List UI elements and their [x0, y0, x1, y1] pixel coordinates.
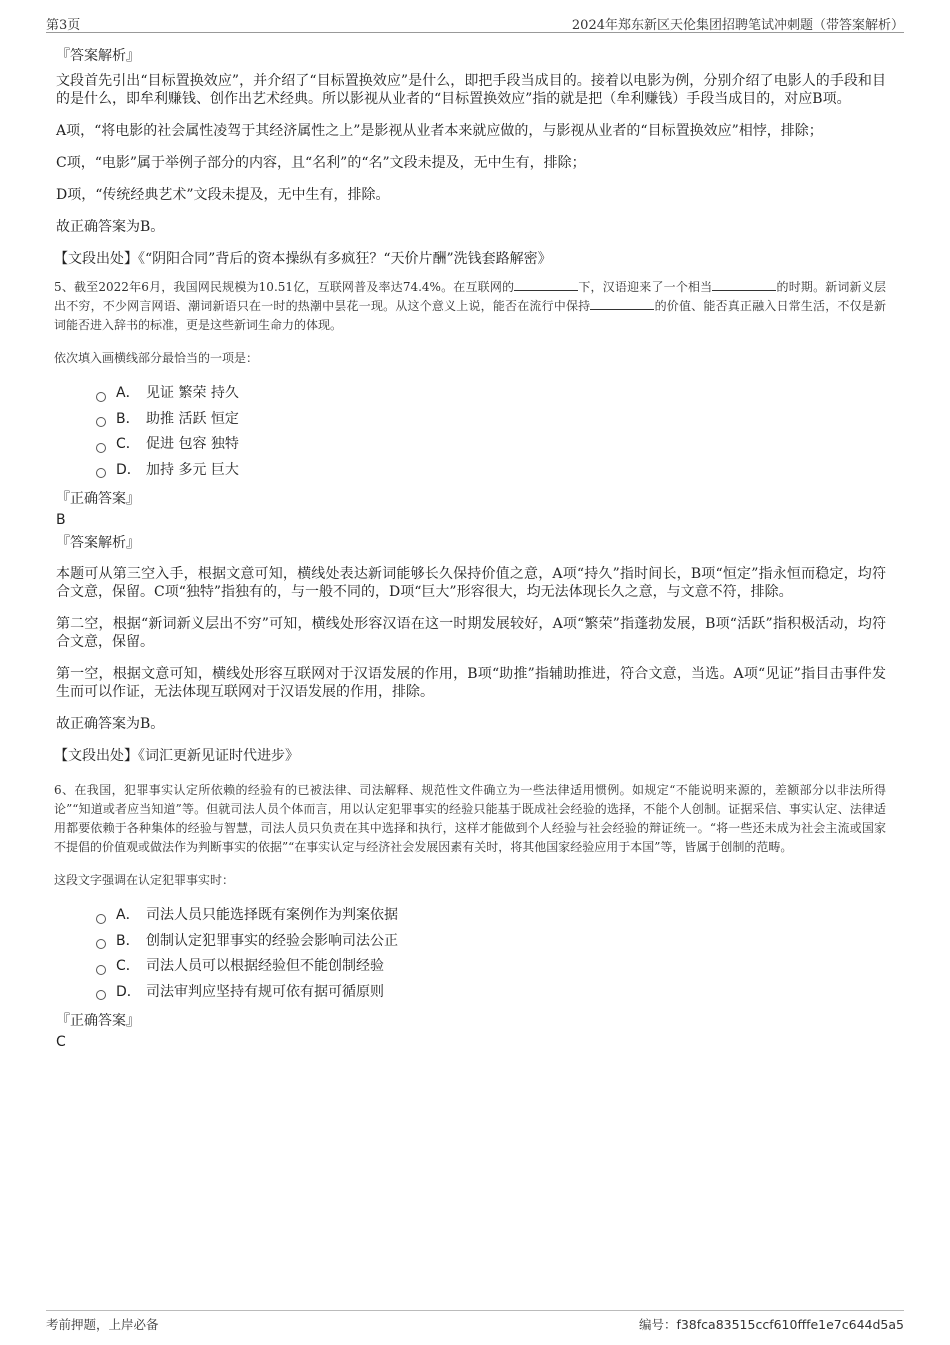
- option-b[interactable]: B． 助推 活跃 恒定: [96, 407, 886, 433]
- analysis-paragraph: 第二空，根据“新词新义层出不穷”可知，横线处形容汉语在这一时期发展较好，A项“繁荣”指蓬勃发展，B项“活跃”指积极活动，均符合文意，保留。: [56, 616, 886, 650]
- analysis-paragraph: C项，“电影”属于举例子部分的内容，且“名利”的“名”文段未提及，无中生有，排除；: [56, 155, 586, 171]
- page-content: [56, 46, 886, 1055]
- fill-blank: [712, 278, 776, 291]
- analysis-paragraph: 本题可从第三空入手，根据文意可知，横线处表达新词能够长久保持价值之意，A项“持久”指时间长，B项“恒定”指永恒而稳定，均符合文意，保留。C项“独特”指独有的，与一般不同的，D项“巨大”形容很大，均无法体现长久之意，与文意不符，排除。: [56, 566, 886, 600]
- question-5-options: [96, 381, 886, 483]
- correct-answer: C: [56, 1034, 66, 1050]
- question-6-stem: 6、在我国，犯罪事实认定所依赖的经验有的已被法律、司法解释、规范性文件确立为一些法律适用惯例。如规定“不能说明来源的，差额部分以非法所得论”“知道或者应当知道”等。但就司法人员个体而言，用以认定犯罪事实的经验只能基于既成社会经验的选择，不能个人创制。证据采信、事实认定、法律适用都要依赖于各种集体的经验与智慧，司法人员只负责在其中选择和执行，这样才能做到个人经验与社会经验的辩证统一。“将一些还未成为社会主流或国家不提倡的价值观或做法作为判断事实的依据”“在事实认定与经济社会发展因素有关时，将其他国家经验应用于本国”等，皆属于创制的范畴。: [54, 783, 886, 854]
- source-citation: 【文段出处】《词汇更新见证时代进步》: [54, 748, 299, 764]
- correct-answer-label: 『正确答案』: [56, 491, 140, 507]
- analysis-conclusion: 故正确答案为B。: [56, 716, 165, 732]
- analysis-label: 『答案解析』: [56, 48, 140, 64]
- radio-icon[interactable]: [96, 965, 106, 975]
- analysis-conclusion: 故正确答案为B。: [56, 219, 165, 235]
- source-citation: 【文段出处】《“阴阳合同”背后的资本操纵有多疯狂？“天价片酬”洗钱套路解密》: [54, 251, 552, 267]
- radio-icon[interactable]: [96, 990, 106, 1000]
- analysis-paragraph: 文段首先引出“目标置换效应”，并介绍了“目标置换效应”是什么，即把手段当成目的。接着以电影为例，分别介绍了电影人的手段和目的是什么，即牟利赚钱、创作出艺术经典。所以影视从业者的“目标置换效应”指的就是把（牟利赚钱）手段当成目的，对应B项。: [56, 73, 886, 107]
- page-number: 第3页: [46, 18, 81, 33]
- footer-slogan: 考前押题，上岸必备: [46, 1317, 159, 1332]
- correct-answer-label: 『正确答案』: [56, 1013, 140, 1029]
- radio-icon[interactable]: [96, 468, 106, 478]
- correct-answer: B: [56, 512, 66, 528]
- question-6-prompt: 这段文字强调在认定犯罪事实时：: [54, 873, 235, 887]
- question-6-options: [96, 903, 886, 1005]
- document-code: 编号：f38fca83515ccf610fffe1e7c644d5a5: [638, 1317, 904, 1332]
- document-title: 2024年郑东新区天伦集团招聘笔试冲刺题（带答案解析）: [571, 18, 904, 33]
- radio-icon[interactable]: [96, 443, 106, 453]
- page-header: [46, 12, 904, 33]
- analysis-paragraph: D项，“传统经典艺术”文段未提及，无中生有，排除。: [56, 187, 390, 203]
- option-a[interactable]: A． 司法人员只能选择既有案例作为判案依据: [96, 903, 886, 929]
- radio-icon[interactable]: [96, 417, 106, 427]
- analysis-paragraph: 第一空，根据文意可知，横线处形容互联网对于汉语发展的作用，B项“助推”指辅助推进，符合文意，当选。A项“见证”指目击事件发生而可以作证，无法体现互联网对于汉语发展的作用，排除。: [56, 666, 886, 700]
- fill-blank: [514, 278, 578, 291]
- option-a[interactable]: A． 见证 繁荣 持久: [96, 381, 886, 407]
- radio-icon[interactable]: [96, 914, 106, 924]
- radio-icon[interactable]: [96, 392, 106, 402]
- option-c[interactable]: C． 促进 包容 独特: [96, 432, 886, 458]
- option-d[interactable]: D． 司法审判应坚持有规可依有据可循原则: [96, 980, 886, 1006]
- analysis-label: 『答案解析』: [56, 535, 140, 551]
- option-c[interactable]: C． 司法人员可以根据经验但不能创制经验: [96, 954, 886, 980]
- question-5-prompt: 依次填入画横线部分最恰当的一项是：: [54, 351, 259, 365]
- page-footer: [46, 1310, 904, 1333]
- question-5-stem: 5、截至2022年6月，我国网民规模为10.51亿，互联网普及率达74.4%。在互联网的 下，汉语迎来了一个相当 的时期。新词新义层出不穷，不少网言网语、潮词新语只在一时的热潮中昙花一现。从这个意义上说，能否在流行中保持 的价值、能否真正融入日常生活，不仅是新词能否进入辞书的标准，更是这些新词生命力的体现。: [54, 280, 886, 332]
- radio-icon[interactable]: [96, 939, 106, 949]
- analysis-paragraph: A项，“将电影的社会属性凌驾于其经济属性之上”是影视从业者本来就应做的，与影视从业者的“目标置换效应”相悖，排除；: [56, 123, 823, 139]
- option-b[interactable]: B． 创制认定犯罪事实的经验会影响司法公正: [96, 929, 886, 955]
- fill-blank: [590, 297, 654, 310]
- option-d[interactable]: D． 加持 多元 巨大: [96, 458, 886, 484]
